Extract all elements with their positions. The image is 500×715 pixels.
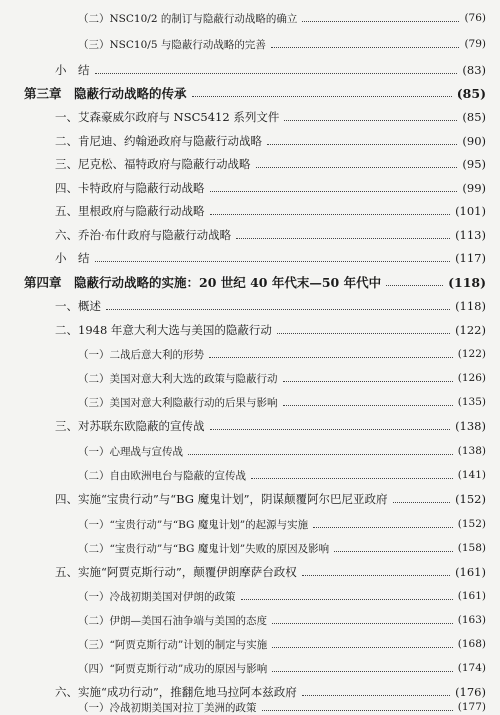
toc-entry-page: (122)	[455, 323, 486, 337]
toc-entry-title: 二、肯尼迪、约翰逊政府与隐蔽行动战略	[55, 134, 262, 148]
toc-entry-page: (83)	[462, 63, 486, 77]
toc-entry	[0, 32, 500, 56]
dot-leader	[241, 598, 453, 600]
toc-entry-page: (79)	[464, 38, 486, 50]
toc-entry-title: 小 结	[55, 251, 90, 265]
toc-entry-page: (163)	[457, 614, 486, 626]
dot-leader	[106, 308, 450, 310]
toc-entry	[0, 223, 500, 247]
toc-entry-title: （二）美国对意大利大选的政策与隐蔽行动	[78, 372, 278, 385]
toc-entry	[0, 536, 500, 560]
toc-entry-title: （一）冷战初期美国对伊朗的政策	[78, 590, 236, 603]
dot-leader	[313, 526, 453, 528]
toc-entry-title: 第三章 隐蔽行动战略的传承	[24, 86, 187, 101]
toc-entry	[0, 584, 500, 608]
toc-entry-title: 六、乔治·布什政府与隐蔽行动战略	[55, 228, 232, 242]
toc-entry	[0, 294, 500, 318]
toc-entry	[0, 414, 500, 438]
toc-chapter	[0, 81, 500, 105]
dot-leader	[192, 95, 452, 97]
dot-leader	[386, 284, 443, 286]
toc-entry	[0, 246, 500, 270]
toc-entry	[0, 105, 500, 129]
toc-entry	[0, 439, 500, 463]
toc-entry	[0, 487, 500, 511]
dot-leader	[334, 550, 453, 552]
dot-leader	[267, 143, 457, 145]
dot-leader	[262, 709, 453, 711]
dot-leader	[256, 166, 458, 168]
dot-leader	[283, 380, 453, 382]
dot-leader	[210, 428, 451, 430]
toc-entry-page: (117)	[455, 251, 486, 265]
toc-entry-title: （一）“宝贵行动”与“BG 魔鬼计划”的起源与实施	[78, 518, 309, 531]
toc-entry-page: (158)	[457, 542, 486, 554]
toc-entry-title: （三）美国对意大利隐蔽行动的后果与影响	[78, 396, 278, 409]
toc-entry-title: （四）“阿贾克斯行动”成功的原因与影响	[78, 662, 268, 675]
toc-entry-page: (177)	[457, 701, 486, 713]
toc-entry-title: （二）伊朗—美国石油争端与美国的态度	[78, 614, 267, 627]
toc-entry-page: (138)	[455, 419, 486, 433]
toc-entry-page: (174)	[457, 662, 486, 674]
toc-entry-page: (152)	[457, 518, 486, 530]
toc-entry-title: （一）心理战与宣传战	[78, 445, 183, 458]
toc-entry	[0, 58, 500, 82]
toc-entry	[0, 366, 500, 390]
toc-entry-page: (152)	[455, 492, 486, 506]
dot-leader	[302, 574, 450, 576]
toc-entry-title: 第四章 隐蔽行动战略的实施：20 世纪 40 年代末—50 年代中	[24, 275, 382, 290]
toc-entry-title: 小 结	[55, 63, 90, 77]
dot-leader	[210, 190, 458, 192]
toc-entry	[0, 152, 500, 176]
toc-entry-page: (113)	[455, 228, 486, 242]
toc-entry-title: （二）NSC10/2 的制订与隐蔽行动战略的确立	[78, 12, 298, 25]
toc-entry	[0, 608, 500, 632]
toc-entry-title: （一）二战后意大利的形势	[78, 348, 204, 361]
toc-entry-page: (141)	[457, 469, 486, 481]
toc-entry-title: 六、实施“成功行动”，推翻危地马拉阿本兹政府	[55, 685, 297, 699]
toc-entry-title: （三）“阿贾克斯行动”计划的制定与实施	[78, 638, 268, 651]
toc-entry-title: （一）冷战初期美国对拉丁美洲的政策	[78, 701, 257, 714]
toc-chapter	[0, 270, 500, 294]
dot-leader	[302, 20, 459, 22]
toc-entry-title: （三）NSC10/5 与隐蔽行动战略的完善	[78, 38, 266, 51]
dot-leader	[210, 213, 451, 215]
toc-entry-title: 四、卡特政府与隐蔽行动战略	[55, 181, 205, 195]
dot-leader	[283, 404, 453, 406]
toc-entry	[0, 632, 500, 656]
dot-leader	[302, 694, 450, 696]
toc-entry-page: (118)	[448, 274, 486, 290]
toc-entry	[0, 6, 500, 30]
toc-entry	[0, 199, 500, 223]
toc-entry-page: (161)	[455, 565, 486, 579]
dot-leader	[393, 501, 451, 503]
dot-leader	[271, 46, 460, 48]
toc-entry	[0, 560, 500, 584]
dot-leader	[209, 356, 453, 358]
toc-entry	[0, 390, 500, 414]
toc-entry	[0, 656, 500, 680]
dot-leader	[272, 670, 453, 672]
toc-entry-page: (118)	[455, 299, 486, 313]
toc-entry	[0, 342, 500, 366]
toc-entry-page: (176)	[455, 685, 486, 699]
toc-entry-page: (168)	[457, 638, 486, 650]
toc-entry-title: （二）自由欧洲电台与隐蔽的宣传战	[78, 469, 246, 482]
toc-entry-page: (85)	[456, 85, 486, 101]
toc-entry-page: (90)	[462, 134, 486, 148]
toc-entry-title: 一、艾森豪威尔政府与 NSC5412 系列文件	[55, 110, 280, 124]
toc-entry-page: (135)	[457, 396, 486, 408]
toc-entry-title: 一、概述	[55, 299, 101, 313]
toc-entry-page: (99)	[462, 181, 486, 195]
toc-entry	[0, 176, 500, 200]
toc-entry	[0, 463, 500, 487]
toc-entry	[0, 129, 500, 153]
toc-entry-title: 五、实施“阿贾克斯行动”，颠覆伊朗摩萨台政权	[55, 565, 297, 579]
toc-entry-page: (138)	[457, 445, 486, 457]
dot-leader	[188, 453, 453, 455]
dot-leader	[251, 477, 453, 479]
toc-entry-title: 五、里根政府与隐蔽行动战略	[55, 204, 205, 218]
dot-leader	[95, 260, 451, 262]
toc-entry	[0, 512, 500, 536]
dot-leader	[236, 237, 450, 239]
dot-leader	[277, 332, 450, 334]
toc-entry-page: (85)	[462, 110, 486, 124]
dot-leader	[284, 119, 457, 121]
toc-entry	[0, 318, 500, 342]
dot-leader	[272, 646, 453, 648]
dot-leader	[95, 72, 458, 74]
dot-leader	[272, 622, 453, 624]
toc-entry-page: (161)	[457, 590, 486, 602]
toc-entry-page: (95)	[462, 157, 486, 171]
toc-entry-title: 四、实施“宝贵行动”与“BG 魔鬼计划”，阴谋颠覆阿尔巴尼亚政府	[55, 492, 388, 506]
toc-entry-title: （二）“宝贵行动”与“BG 魔鬼计划”失败的原因及影响	[78, 542, 330, 555]
toc-entry-page: (76)	[464, 12, 486, 24]
toc-entry-page: (122)	[457, 348, 486, 360]
toc-entry-title: 二、1948 年意大利大选与美国的隐蔽行动	[55, 323, 272, 337]
toc-entry-page: (126)	[457, 372, 486, 384]
toc-entry-title: 三、对苏联东欧隐蔽的宣传战	[55, 419, 205, 433]
toc-entry-title: 三、尼克松、福特政府与隐蔽行动战略	[55, 157, 251, 171]
toc-entry-page: (101)	[455, 204, 486, 218]
